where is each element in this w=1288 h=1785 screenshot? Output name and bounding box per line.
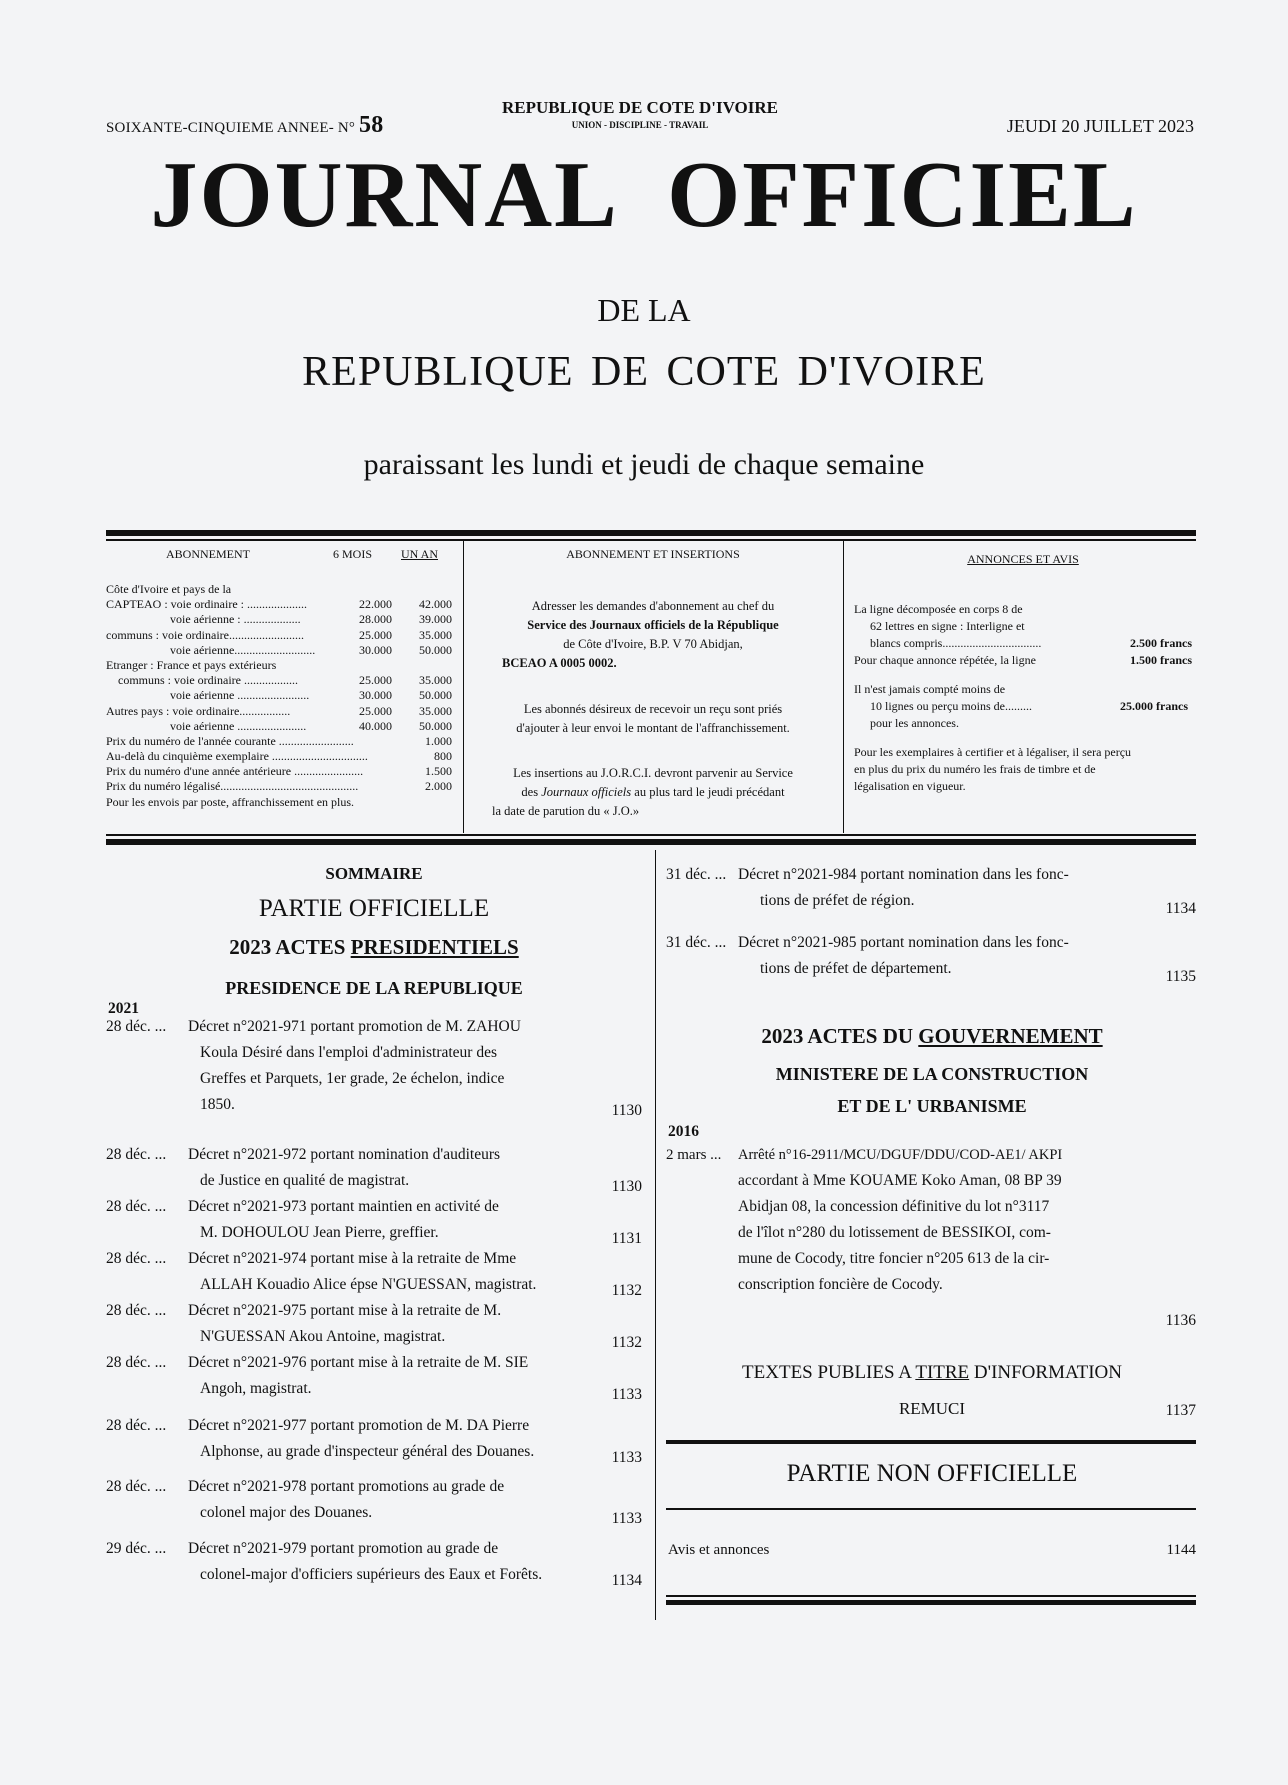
abonnement-row-label: Pour les envois par poste, affranchissement en plus. (106, 794, 355, 809)
p3-pre: des (521, 785, 542, 799)
abonnement-row-un-an: 35.000 (419, 627, 452, 642)
toc-entry-arrete[interactable] (666, 1142, 1196, 1328)
textes-title (668, 1362, 1196, 1384)
toc-entry-text (738, 1142, 1136, 1298)
abonnement-row-6mois: 30.000 (359, 642, 392, 657)
toc-entry[interactable] (106, 1536, 642, 1588)
annonces-price-minimum: 25.000 francs (1120, 699, 1188, 713)
toc-entry-text (106, 1014, 584, 1118)
issue-number: 58 (359, 112, 384, 138)
col-6-mois: 6 MOIS (333, 547, 373, 561)
arrete-line-4: de l'îlot n°280 du lotissement de BESSIKOI, com- (738, 1224, 1051, 1241)
insertions-p2-line-2: d'ajouter à leur envoi le montant de l'affranchissement. (516, 721, 790, 735)
bottom-thin-rule (106, 834, 1196, 836)
annonces-line-9: en plus du prix du numéro les frais de timbre et de (854, 762, 1096, 776)
p3-post: au plus tard le jeudi précédant (631, 785, 785, 799)
toc-entry-line: Décret n°2021-973 portant maintien en activité de (188, 1198, 499, 1215)
toc-entry-line: Décret n°2021-978 portant promotions au grade de (188, 1478, 505, 1495)
toc-entry-page: 1133 (611, 1386, 642, 1403)
toc-entry-line: Décret n°2021-972 portant nomination d'auditeurs (188, 1146, 501, 1163)
insertions-header: ABONNEMENT ET INSERTIONS (566, 547, 740, 561)
avis-entry[interactable] (668, 1542, 1196, 1566)
avis-label: Avis et annonces (668, 1542, 770, 1558)
table-divider-2 (843, 541, 844, 833)
abonnement-row (106, 795, 456, 810)
abonnement-row (106, 704, 456, 719)
arrete-line-1: Arrêté n°16-2911/MCU/DGUF/DDU/COD-AE1/ AKPI (738, 1147, 1063, 1163)
abonnement-row-un-an: 35.000 (419, 703, 452, 718)
abonnement-row-6mois: 30.000 (359, 688, 392, 703)
abonnement-row (106, 628, 456, 643)
toc-entry-text (106, 1536, 584, 1588)
toc-entry-text (106, 1474, 584, 1526)
annonces-line-4-text: Pour chaque annonce répétée, la ligne (854, 653, 1036, 667)
annonces-body (854, 601, 1192, 795)
toc-entry-date: 28 déc. ... (106, 1417, 167, 1434)
issue-date: JEUDI 20 JUILLET 2023 (1006, 116, 1194, 136)
toc-entry-line: 1850. (200, 1096, 235, 1113)
toc-entry-date: 31 déc. ... (666, 934, 727, 951)
toc-entry-line: Décret n°2021-977 portant promotion de M. DA Pierre (188, 1417, 530, 1434)
abonnement-row-un-an: 50.000 (419, 718, 452, 733)
year-2021: 2021 (108, 1000, 139, 1017)
toc-entry-line: Décret n°2021-971 portant promotion de M. ZAHOU (188, 1018, 521, 1035)
abonnement-row-6mois: 40.000 (359, 718, 392, 733)
annonces-header (850, 552, 1196, 567)
toc-entry-date: 29 déc. ... (106, 1540, 167, 1557)
abonnement-row-6mois: 28.000 (359, 612, 392, 627)
actes-year: 2023 ACTES (229, 935, 351, 959)
abonnement-row-un-an: 1.000 (425, 733, 452, 748)
toc-entry-text (106, 1246, 584, 1298)
toc-entry-date: 28 déc. ... (106, 1302, 167, 1319)
toc-entry[interactable] (106, 1142, 642, 1194)
abonnement-row (106, 779, 456, 794)
toc-entry-date: 31 déc. ... (666, 866, 727, 883)
actes-gouvernement-title (668, 1024, 1196, 1049)
abonnement-row-un-an: 2.000 (425, 779, 452, 794)
abonnement-row-un-an: 39.000 (419, 612, 452, 627)
toc-entry[interactable] (106, 1474, 642, 1526)
textes-word: TITRE (915, 1362, 970, 1383)
textes-pre: TEXTES PUBLIES A (742, 1362, 916, 1383)
presidence-title: PRESIDENCE DE LA REPUBLIQUE (225, 978, 523, 998)
remuci-label: REMUCI (898, 1399, 966, 1418)
issue-line (106, 112, 383, 139)
gouv-title-pre: 2023 ACTES DU (761, 1024, 919, 1048)
toc-entry-line: Angoh, magistrat. (200, 1380, 312, 1397)
abonnement-row-un-an: 42.000 (419, 597, 452, 612)
annonces-line-3 (854, 635, 1192, 652)
annonces-line-1: La ligne décomposée en corps 8 de (854, 602, 1023, 616)
annonces-price-ligne: 2.500 francs (1130, 636, 1192, 650)
toc-entry-text (106, 1298, 584, 1350)
toc-entry-line: colonel major des Douanes. (200, 1504, 373, 1521)
annonces-line-7: pour les annonces. (870, 716, 959, 730)
abonnement-row-label: Prix du numéro légalisé.............................................. (106, 779, 359, 794)
avis-page: 1144 (1166, 1542, 1196, 1558)
bottom-thick-rule (106, 839, 1196, 845)
toc-entry-text (106, 1142, 584, 1194)
insertions-p1-line-1: Adresser les demandes d'abonnement au chef du (531, 599, 775, 613)
abonnement-row-label: Prix du numéro de l'année courante ......................... (106, 733, 354, 748)
arrete-line-3: Abidjan 08, la concession définitive du lot n°3117 (738, 1198, 1050, 1215)
toc-entry-date: 28 déc. ... (106, 1250, 167, 1267)
year-2016: 2016 (668, 1123, 699, 1140)
toc-entry-text (666, 862, 1136, 914)
abonnement-row-un-an: 50.000 (419, 642, 452, 657)
abonnement-row-label: CAPTEAO : voie ordinaire : .................... (106, 597, 307, 612)
toc-entry-line: N'GUESSAN Akou Antoine, magistrat. (200, 1328, 446, 1345)
abonnement-row (106, 582, 456, 597)
toc-entry[interactable] (666, 862, 1196, 920)
non-officielle-bottom-rule (666, 1508, 1196, 1510)
abonnement-row-un-an: 35.000 (419, 673, 452, 688)
toc-entry-line: Décret n°2021-984 portant nomination dans les fonc- (738, 866, 1069, 883)
top-thick-rule (106, 530, 1196, 536)
insertions-p1-line-4: BCEAO A 0005 0002. (502, 656, 617, 670)
toc-entry-line: Alphonse, au grade d'inspecteur général des Douanes. (200, 1443, 535, 1460)
annonces-price-repetee: 1.500 francs (1130, 653, 1192, 667)
abonnement-header: ABONNEMENT (166, 547, 250, 561)
masthead-title: JOURNAL OFFICIEL (150, 143, 1138, 247)
abonnement-row-label: Côte d'Ivoire et pays de la (106, 582, 232, 596)
abonnement-row (106, 612, 456, 627)
toc-entry-page: 1132 (611, 1334, 642, 1351)
masthead-de-la: DE LA (597, 292, 691, 328)
insertions-p2-line-1: Les abonnés désireux de recevoir un reçu sont priés (523, 702, 783, 716)
country-name: REPUBLIQUE DE COTE D'IVOIRE (502, 98, 778, 117)
abonnement-row-label: Au-delà du cinquième exemplaire ................................ (106, 749, 368, 764)
bottom-rule-thick (666, 1600, 1196, 1605)
toc-entry-page: 1130 (611, 1102, 642, 1119)
textes-post: D'INFORMATION (969, 1362, 1122, 1383)
toc-entry-date: 28 déc. ... (106, 1146, 167, 1163)
insertions-p3-line-2 (478, 783, 828, 802)
abonnement-row (106, 673, 456, 688)
toc-entry-line: de Justice en qualité de magistrat. (200, 1172, 410, 1189)
ministere-line-1: MINISTERE DE LA CONSTRUCTION (775, 1064, 1089, 1084)
annonces-line-5: Il n'est jamais compté moins de (854, 682, 1006, 696)
issue-label: SOIXANTE-CINQUIEME ANNEE- N° (106, 120, 356, 136)
toc-entry-line: M. DOHOULOU Jean Pierre, greffier. (200, 1224, 439, 1241)
toc-entry-date: 28 déc. ... (106, 1478, 167, 1495)
actes-presidentiels-word: PRESIDENTIELS (350, 935, 519, 959)
toc-entry-line: Décret n°2021-974 portant mise à la retraite de Mme (188, 1250, 517, 1267)
annonces-line-8: Pour les exemplaires à certifier et à légaliser, il sera perçu (854, 745, 1132, 759)
p3-journaux: Journaux officiels (541, 785, 632, 799)
abonnement-row-un-an: 800 (434, 749, 452, 764)
abonnement-row (106, 688, 456, 703)
toc-entry[interactable] (106, 1014, 642, 1118)
abonnement-row-label: voie aérienne : ................... (170, 612, 301, 627)
annonces-line-2: 62 lettres en signe : Interligne et (870, 619, 1025, 633)
insertions-p1-line-2: Service des Journaux officiels de la République (527, 618, 779, 632)
country-block (440, 98, 840, 130)
insertions-paragraph-3 (478, 764, 828, 821)
toc-entry-text (106, 1194, 584, 1246)
non-officielle-title: PARTIE NON OFFICIELLE (786, 1460, 1078, 1487)
actes-presidentiels-title (106, 935, 642, 960)
remuci-page: 1137 (1165, 1402, 1196, 1419)
sommaire-title: SOMMAIRE (325, 864, 423, 883)
partie-officielle-title: PARTIE OFFICIELLE (258, 895, 490, 922)
abonnement-row (106, 597, 456, 612)
toc-entry-page: 1136 (1165, 1312, 1196, 1329)
ministere-line-2: ET DE L' URBANISME (837, 1096, 1027, 1116)
toc-entry-date: 28 déc. ... (106, 1198, 167, 1215)
toc-entry-line: Greffes et Parquets, 1er grade, 2e échelon, indice (200, 1070, 505, 1087)
toc-entry-line: tions de préfet de département. (760, 960, 952, 977)
abonnement-row-6mois: 25.000 (359, 673, 392, 688)
annonces-line-6 (854, 698, 1192, 715)
masthead-republic: REPUBLIQUE DE COTE D'IVOIRE (302, 349, 986, 395)
insertions-paragraph-2 (478, 700, 828, 738)
insertions-paragraph-1 (478, 597, 828, 673)
insertions-p3-line-3: la date de parution du « J.O.» (492, 804, 640, 818)
abonnement-row (106, 643, 456, 658)
toc-column-divider (655, 850, 656, 1620)
toc-entry-line: Décret n°2021-976 portant mise à la retraite de M. SIE (188, 1354, 529, 1371)
abonnement-row-label: Prix du numéro d'une année antérieure ....................... (106, 764, 364, 779)
abonnement-row-label: communs : voie ordinaire......................... (106, 627, 304, 642)
toc-entry-line: Koula Désiré dans l'emploi d'administrateur des (200, 1044, 497, 1061)
toc-entry-text (106, 1350, 584, 1402)
toc-entry-line: Décret n°2021-979 portant promotion au grade de (188, 1540, 499, 1557)
toc-entry-date: 28 déc. ... (106, 1018, 167, 1035)
abonnement-row (106, 764, 456, 779)
toc-entry-line: ALLAH Kouadio Alice épse N'GUESSAN, magistrat. (200, 1276, 537, 1293)
table-divider-1 (463, 541, 464, 833)
toc-entry-page: 1134 (1165, 900, 1196, 917)
toc-entry-date: 2 mars ... (666, 1147, 722, 1163)
col-un-an: UN AN (401, 547, 439, 561)
insertions-p1-line-3: de Côte d'Ivoire, B.P. V 70 Abidjan, (563, 637, 743, 651)
toc-entry-page: 1134 (611, 1572, 642, 1589)
abonnement-table (106, 582, 456, 810)
abonnement-row-label: Autres pays : voie ordinaire................. (106, 703, 291, 718)
toc-entry-text (666, 930, 1136, 982)
remuci-entry[interactable] (668, 1396, 1196, 1422)
toc-entry[interactable] (106, 1350, 642, 1402)
abonnement-row (106, 719, 456, 734)
toc-entry-page: 1130 (611, 1178, 642, 1195)
abonnement-row-label: voie aérienne ....................... (170, 718, 307, 733)
toc-entry[interactable] (106, 1413, 642, 1465)
toc-entry-line: colonel-major d'officiers supérieurs des Eaux et Forêts. (200, 1566, 543, 1583)
toc-entry-text (106, 1413, 584, 1465)
abonnement-row-6mois: 25.000 (359, 703, 392, 718)
abonnement-row-6mois: 25.000 (359, 627, 392, 642)
insertions-p3-line-1: Les insertions au J.O.R.C.I. devront parvenir au Service (513, 766, 793, 780)
abonnement-row-label: Etranger : France et pays extérieurs (106, 657, 277, 672)
annonces-spacer-1 (854, 669, 1192, 681)
toc-entry-line: tions de préfet de région. (760, 892, 915, 909)
publication-frequency: paraissant les lundi et jeudi de chaque semaine (363, 448, 925, 481)
annonces-line-6-text: 10 lignes ou perçu moins de......... (870, 699, 1032, 713)
toc-entry-line: Décret n°2021-975 portant mise à la retraite de M. (188, 1302, 502, 1319)
toc-entry-page: 1135 (1165, 968, 1196, 985)
arrete-line-5: mune de Cocody, titre foncier n°205 613 de la cir- (738, 1250, 1050, 1267)
toc-entry-line: Décret n°2021-985 portant nomination dans les fonc- (738, 934, 1069, 951)
annonces-line-3-text: blancs compris................................. (870, 636, 1042, 650)
abonnement-row (106, 749, 456, 764)
abonnement-row-un-an: 50.000 (419, 688, 452, 703)
top-thin-rule (106, 539, 1196, 541)
abonnement-row-6mois: 22.000 (359, 597, 392, 612)
toc-entry[interactable] (106, 1246, 642, 1298)
toc-entry-page: 1131 (611, 1230, 642, 1247)
arrete-line-6: conscription foncière de Cocody. (738, 1276, 943, 1293)
abonnement-row-un-an: 1.500 (425, 764, 452, 779)
abonnement-row-label: voie aérienne ........................ (170, 688, 310, 703)
non-officielle-top-rule (666, 1440, 1196, 1444)
annonces-line-4 (854, 652, 1192, 669)
abonnement-row-label: communs : voie ordinaire .................. (118, 673, 298, 688)
gouv-title-word: GOUVERNEMENT (918, 1024, 1103, 1048)
abonnement-row (106, 658, 456, 673)
arrete-line-2: accordant à Mme KOUAME Koko Aman, 08 BP 39 (738, 1172, 1062, 1189)
toc-entry-page: 1132 (611, 1282, 642, 1299)
bottom-rule-thin (666, 1595, 1196, 1597)
country-motto: UNION - DISCIPLINE - TRAVAIL (571, 120, 709, 130)
toc-entry[interactable] (106, 1194, 642, 1246)
annonces-line-10: légalisation en vigueur. (854, 779, 966, 793)
toc-entry-date: 28 déc. ... (106, 1354, 167, 1371)
annonces-header-text: ANNONCES ET AVIS (967, 552, 1079, 566)
toc-entry-page: 1133 (611, 1449, 642, 1466)
abonnement-row-label: voie aérienne........................... (170, 642, 316, 657)
toc-entry[interactable] (666, 930, 1196, 988)
toc-entry[interactable] (106, 1298, 642, 1350)
annonces-spacer-2 (854, 732, 1192, 744)
abonnement-row (106, 734, 456, 749)
toc-entry-page: 1133 (611, 1510, 642, 1527)
